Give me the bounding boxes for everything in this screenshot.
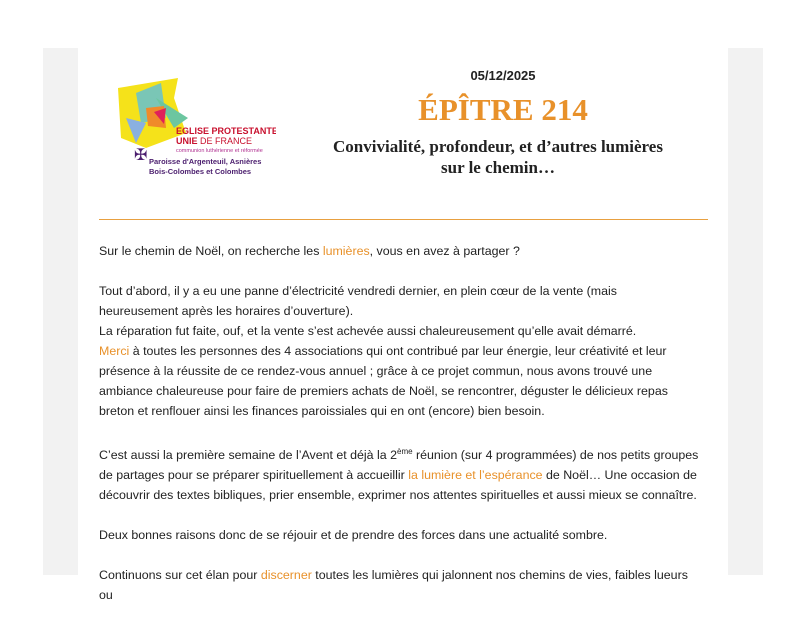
church-logo: [116, 78, 276, 188]
subtitle-line: sur le chemin…: [441, 158, 555, 177]
text: Sur le chemin de Noël, on recherche les: [99, 244, 323, 258]
svg-text:Bois-Colombes et Colombes: Bois-Colombes et Colombes: [149, 167, 252, 176]
paragraph: Deux bonnes raisons donc de se réjouir et de prendre des forces dans une actualité sombre.: [99, 528, 608, 542]
text: Tout d’abord, il y a eu une panne d’électricité vendredi dernier, en plein cœur de la vente (mais heureusement après les horaires d’ouverture).: [99, 284, 617, 318]
highlight-lumieres: lumières: [322, 244, 370, 258]
paragraph: [99, 565, 699, 605]
text: de Noël… Une occasion de découvrir des textes bibliques, prier ensemble, exprimer nos attentes spirituelles et aussi mieux se connaître.: [99, 468, 697, 502]
highlight-lumiere-esperance: la lumière et l’espérance: [408, 468, 543, 482]
highlight-merci: Merci: [99, 344, 130, 358]
highlight-discerner: discerner: [260, 568, 312, 582]
text: réunion (sur 4 programmées) de nos petits groupes de partages pour se préparer spirituellement à accueillir: [99, 448, 699, 482]
text: C’est aussi la première semaine de l’Avent et déjà la 2: [99, 448, 397, 462]
svg-text:✠: ✠: [134, 147, 148, 164]
text: Continuons sur cet élan pour: [99, 568, 261, 582]
issue-date: 05/12/2025: [470, 68, 536, 83]
page-subtitle: [308, 136, 688, 178]
text: toutes les lumières qui jalonnent nos chemins de vies, faibles lueurs ou: [99, 568, 688, 602]
paragraph: [99, 445, 699, 505]
text: à toutes les personnes des 4 associations qui ont contribué par leur énergie, leur créativité et leur présence à la réussite de ce rendez-vous annuel ; grâce à ce projet commun, nous avons trouvé une ambiance chaleureuse pour faire de premiers achats de Noël, se rencontrer, déguster le délicieux repas breton et renflouer ainsi les finances paroissiales qui en ont (encore) bien besoin.: [99, 344, 668, 418]
svg-text:UNIE DE FRANCE: UNIE DE FRANCE: [176, 136, 253, 146]
text: , vous en avez à partager ?: [369, 244, 520, 258]
superscript: ème: [397, 446, 413, 456]
paragraph: [99, 241, 699, 261]
subtitle-line: Convivialité, profondeur, et d’autres lumières: [333, 137, 663, 156]
article-body: [99, 241, 699, 625]
divider: [99, 219, 708, 220]
logo-graphic: [116, 78, 276, 188]
logo-text: EGLISE PROTESTANTE: [176, 126, 276, 136]
page-title: ÉPÎTRE 214: [418, 92, 588, 127]
text: La réparation fut faite, ouf, et la vente s’est achevée aussi chaleureusement qu’elle avait démarré.: [99, 324, 637, 338]
paragraph: [99, 281, 699, 421]
newsletter-page: [78, 48, 728, 602]
svg-text:Paroisse d'Argenteuil, Asnière: Paroisse d'Argenteuil, Asnières: [149, 157, 262, 166]
svg-text:communion luthérienne et réfor: communion luthérienne et réformée: [176, 148, 263, 154]
